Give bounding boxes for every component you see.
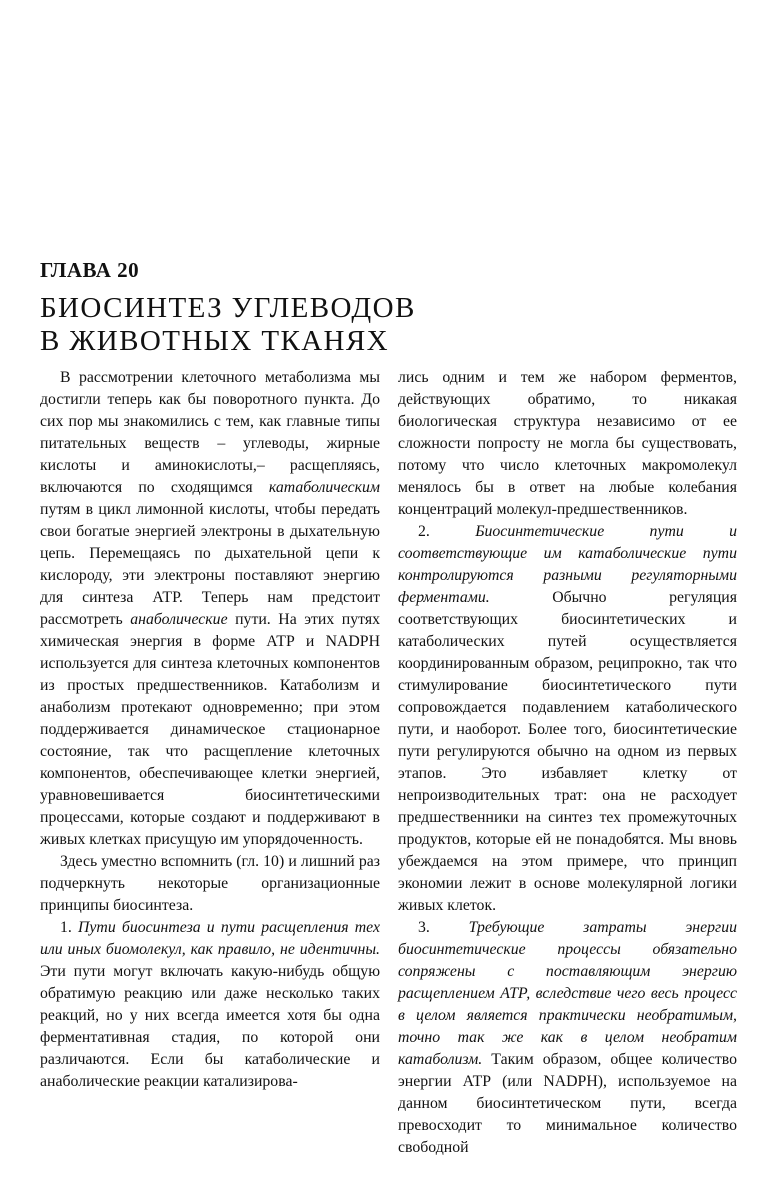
- chapter-title-line-1: БИОСИНТЕЗ УГЛЕВОДОВ: [40, 292, 416, 324]
- chapter-title: [40, 292, 560, 358]
- principle-1-text: Эти пути могут включать какую-нибудь общую обратимую реакцию или даже несколько таких реакций, но у них всегда имеется хотя бы одна ферментативная стадия, по которой они различаются. Если бы катаболические и анаболические реакции катализирова-: [40, 963, 380, 1090]
- principles-intro-paragraph: Здесь уместно вспомнить (гл. 10) и лишний раз подчеркнуть некоторые организационные принципы биосинтеза.: [40, 853, 380, 914]
- principle-1-italic: Пути биосинтеза и пути расщепления тех или иных биомолекул, как правило, не идентичны.: [40, 919, 380, 958]
- continued-paragraph: лись одним и тем же набором ферментов, действующих обратимо, то никакая биологическая структура независимо от ее сложности попросту не могла бы существовать, потому что число клеточных макромолекул менялось бы в ответ на любые колебания концентраций молекул-предшественников.: [398, 369, 737, 518]
- principle-3-paragraph: [398, 917, 737, 1159]
- chapter-label: ГЛАВА 20: [40, 258, 140, 282]
- intro-italic-catabolic: катаболическим: [268, 479, 380, 496]
- right-text-column: [398, 367, 737, 1159]
- principle-3-number: 3.: [418, 919, 469, 936]
- principle-2-paragraph: [398, 521, 737, 917]
- principle-1-paragraph: [40, 917, 380, 1093]
- intro-italic-anabolic: анаболические: [130, 611, 228, 628]
- intro-text-2: путям в цикл лимонной кислоты, чтобы передать свои богатые энергией электроны в дыхательную цепь. Перемещаясь по дыхательной цепи к кислороду, эти электроны поставляют энергию для синтеза АТР. Теперь нам предстоит рассмотреть: [40, 501, 380, 628]
- principle-2-text: Обычно регуляция соответствующих биосинтетических и катаболических путей осуществляется координированным образом, реципрокно, так что стимулирование биосинтетического пути сопровождается подавлением катаболического пути, и наоборот. Более того, биосинтетические пути регулируются обычно на одном из первых этапов. Это избавляет клетку от непроизводительных трат: она не расходует предшественники на синтез тех промежуточных продуктов, которые ей не понадобятся. Мы вновь убеждаемся на этом примере, что принцип экономии лежит в основе молекулярной логики живых клеток.: [398, 589, 737, 914]
- intro-text-3: пути. На этих путях химическая энергия в форме АТР и NADPH используется для синтеза клеточных компонентов из простых предшественников. Катаболизм и анаболизм протекают одновременно; при этом поддерживается динамическое стационарное состояние, так что расщепление клеточных компонентов, обеспечивающее клетки энергией, уравновешивается биосинтетическими процессами, которые создают и поддерживают в живых клетках присущую им упорядоченность.: [40, 611, 381, 848]
- left-text-column: [40, 367, 380, 1093]
- principle-1-number: 1.: [60, 919, 78, 936]
- principle-3-text: Таким образом, общее количество энергии АТР (или NADPH), используемое на данном биосинтетическом пути, всегда превосходит то минимальное количество свободной: [398, 1051, 737, 1156]
- chapter-title-line-2: В ЖИВОТНЫХ ТКАНЯХ: [40, 325, 389, 357]
- intro-paragraph: [40, 367, 380, 851]
- principle-2-number: 2.: [418, 523, 476, 540]
- principle-2-italic: Биосинтетические пути и соответствующие им катаболические пути контролируются разными регуляторными ферментами.: [398, 523, 737, 606]
- intro-text-1: В рассмотрении клеточного метаболизма мы достигли теперь как бы поворотного пункта. До сих пор мы знакомились с тем, как главные типы питательных веществ – углеводы, жирные кислоты и аминокислоты,– расщепляясь, включаются по сходящимся: [40, 369, 380, 496]
- principle-3-italic: Требующие затраты энергии биосинтетические процессы обязательно сопряжены с поставляющим энергию расщеплением АТР, вследствие чего весь процесс в целом является практически необратимым, точно так же как в целом необратим катаболизм.: [398, 919, 737, 1068]
